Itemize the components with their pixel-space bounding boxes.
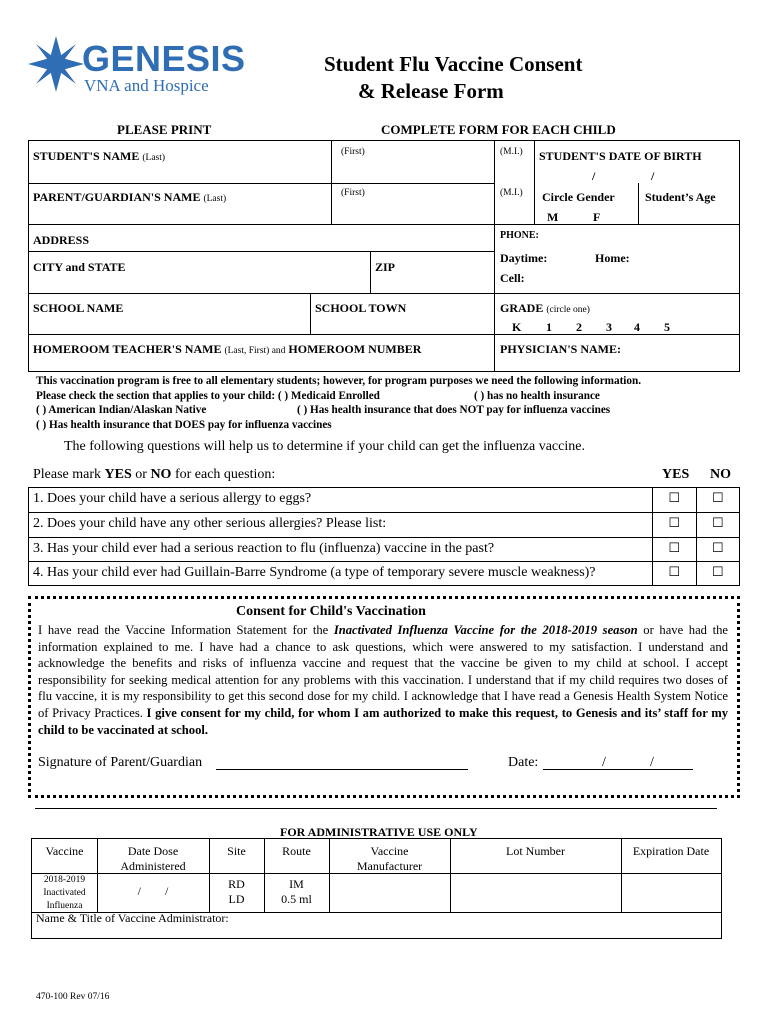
dob-slash-1: /	[592, 169, 596, 183]
q2-no-checkbox[interactable]: ☐	[696, 513, 740, 538]
grade-label: GRADE (circle one)	[500, 301, 590, 315]
date-cell[interactable]: / /	[137, 884, 169, 898]
separator-line	[35, 808, 717, 809]
student-name-label: STUDENT'S NAME (Last)	[33, 149, 166, 163]
consent-title: Consent for Child's Vaccination	[236, 604, 426, 619]
phone-label: PHONE:	[500, 230, 539, 241]
insurance-does-pay-option[interactable]: ( ) Has health insurance that DOES pay for influenza vaccines	[36, 418, 332, 431]
logo-name: GENESIS	[82, 38, 246, 79]
question-4: 4. Has your child ever had Guillain-Barre Syndrome (a type of temporary severe muscle weakness)?	[29, 562, 653, 586]
signature-line[interactable]	[216, 769, 468, 770]
complete-form-note: COMPLETE FORM FOR EACH CHILD	[381, 122, 616, 137]
question-2: 2. Does your child have any other serious allergies? Please list:	[29, 513, 653, 538]
col-expiration: Expiration Date	[632, 844, 710, 858]
genesis-logo	[28, 36, 246, 100]
questions-intro: The following questions will help us to determine if your child can get the influenza vaccine.	[64, 439, 585, 454]
school-name-label: SCHOOL NAME	[33, 301, 124, 315]
american-indian-option[interactable]: ( ) American Indian/Alaskan Native	[36, 404, 207, 416]
home-label: Home:	[595, 251, 630, 265]
grade-1[interactable]: 1	[546, 320, 552, 334]
grade-5[interactable]: 5	[664, 320, 670, 334]
table-row	[29, 488, 740, 513]
question-3: 3. Has your child ever had a serious reaction to flu (influenza) vaccine in the past?	[29, 538, 653, 562]
table-row	[29, 513, 740, 538]
date-line[interactable]	[543, 769, 693, 770]
parent-mi-label: (M.I.)	[500, 188, 523, 198]
q4-yes-checkbox[interactable]: ☐	[653, 562, 697, 586]
signature-label: Signature of Parent/Guardian	[38, 755, 203, 770]
table-row	[29, 538, 740, 562]
date-label: Date:	[508, 755, 539, 770]
medicaid-option[interactable]: Please check the section that applies to your child: ( ) Medicaid Enrolled	[36, 389, 380, 402]
circle-gender-label: Circle Gender	[542, 190, 615, 204]
grade-2[interactable]: 2	[576, 320, 582, 334]
col-route: Route	[282, 844, 311, 858]
address-label: ADDRESS	[33, 233, 90, 247]
insurance-not-pay-option[interactable]: ( ) Has health insurance that does NOT pay for influenza vaccines	[297, 404, 611, 416]
col-manufacturer: Vaccine Manufacturer	[356, 844, 423, 873]
col-site: Site	[227, 844, 246, 858]
zip-label: ZIP	[375, 260, 396, 274]
site-cell[interactable]: RD LD	[228, 877, 245, 906]
question-1: 1. Does your child have a serious allergy to eggs?	[29, 488, 653, 513]
consent-text: I have read the Vaccine Information Statement for the Inactivated Influenza Vaccine for the 2018-2019 season or have had the information explained to me. I have had a chance to ask questions, which were answered to my satisfaction. I understand and acknowledge the benefits and risks of influenza vaccine and request that the vaccine be given to my child at school. I accept responsibility for seeking medical attention for any problems with this vaccination. I understand that if my child requires two doses of flu vaccine, it is my responsibility to get this second dose for my child. I acknowledge that I have read a Genesis Health System Notice of Privacy Practices. I give consent for my child, for whom I am authorized to make this request, to Genesis and its’ staff for my child to be vaccinated at school.	[38, 623, 728, 737]
school-town-label: SCHOOL TOWN	[315, 301, 407, 315]
no-header: NO	[710, 467, 731, 482]
q1-no-checkbox[interactable]: ☐	[696, 488, 740, 513]
student-mi-label: (M.I.)	[500, 147, 523, 157]
no-insurance-option[interactable]: ( ) has no health insurance	[474, 389, 600, 402]
q4-no-checkbox[interactable]: ☐	[696, 562, 740, 586]
vaccine-cell: 2018-2019 Inactivated Influenza	[43, 875, 86, 911]
logo-subtitle: VNA and Hospice	[84, 76, 209, 95]
q2-yes-checkbox[interactable]: ☐	[653, 513, 697, 538]
route-cell: IM 0.5 ml	[281, 877, 312, 906]
table-row	[29, 562, 740, 586]
city-state-label: CITY and STATE	[33, 260, 126, 274]
col-date: Date Dose Administered	[120, 844, 186, 873]
form-title-line1: Student Flu Vaccine Consent	[324, 52, 583, 76]
homeroom-label: HOMEROOM TEACHER'S NAME (Last, First) and HOMEROOM NUMBER	[33, 342, 422, 356]
questions-table	[28, 487, 740, 586]
admin-table	[31, 838, 722, 939]
physician-label: PHYSICIAN'S NAME:	[500, 342, 622, 356]
parent-first-label: (First)	[341, 188, 365, 198]
parent-name-label: PARENT/GUARDIAN'S NAME (Last)	[33, 190, 227, 204]
form-title-line2: & Release Form	[358, 79, 504, 103]
grade-3[interactable]: 3	[606, 320, 612, 334]
please-print: PLEASE PRINT	[117, 122, 212, 137]
q1-yes-checkbox[interactable]: ☐	[653, 488, 697, 513]
questions-instruction: Please mark YES or NO for each question:	[33, 467, 276, 482]
dob-slash-2: /	[651, 169, 655, 183]
dob-label: STUDENT'S DATE OF BIRTH	[539, 149, 702, 163]
yes-header: YES	[662, 467, 690, 482]
program-info	[36, 374, 641, 432]
daytime-label: Daytime:	[500, 251, 548, 265]
revision-label: 470-100 Rev 07/16	[36, 992, 110, 1002]
gender-f[interactable]: F	[593, 210, 601, 224]
student-first-label: (First)	[341, 147, 365, 157]
q3-no-checkbox[interactable]: ☐	[696, 538, 740, 562]
q3-yes-checkbox[interactable]: ☐	[653, 538, 697, 562]
administrator-label: Name & Title of Vaccine Administrator:	[36, 911, 229, 925]
grade-k[interactable]: K	[512, 320, 522, 334]
students-age-label: Student’s Age	[645, 190, 716, 204]
gender-m[interactable]: M	[547, 210, 559, 224]
genesis-star-icon	[28, 36, 84, 92]
grade-4[interactable]: 4	[634, 320, 640, 334]
date-slash-2: /	[650, 755, 654, 770]
col-lot: Lot Number	[506, 844, 565, 858]
student-info-grid	[28, 140, 740, 372]
program-line-1: This vaccination program is free to all elementary students; however, for program purposes we need the following information.	[36, 375, 642, 387]
date-slash-1: /	[602, 755, 606, 770]
admin-title: FOR ADMINISTRATIVE USE ONLY	[280, 825, 478, 839]
col-vaccine: Vaccine	[45, 844, 84, 858]
cell-label: Cell:	[500, 271, 525, 285]
